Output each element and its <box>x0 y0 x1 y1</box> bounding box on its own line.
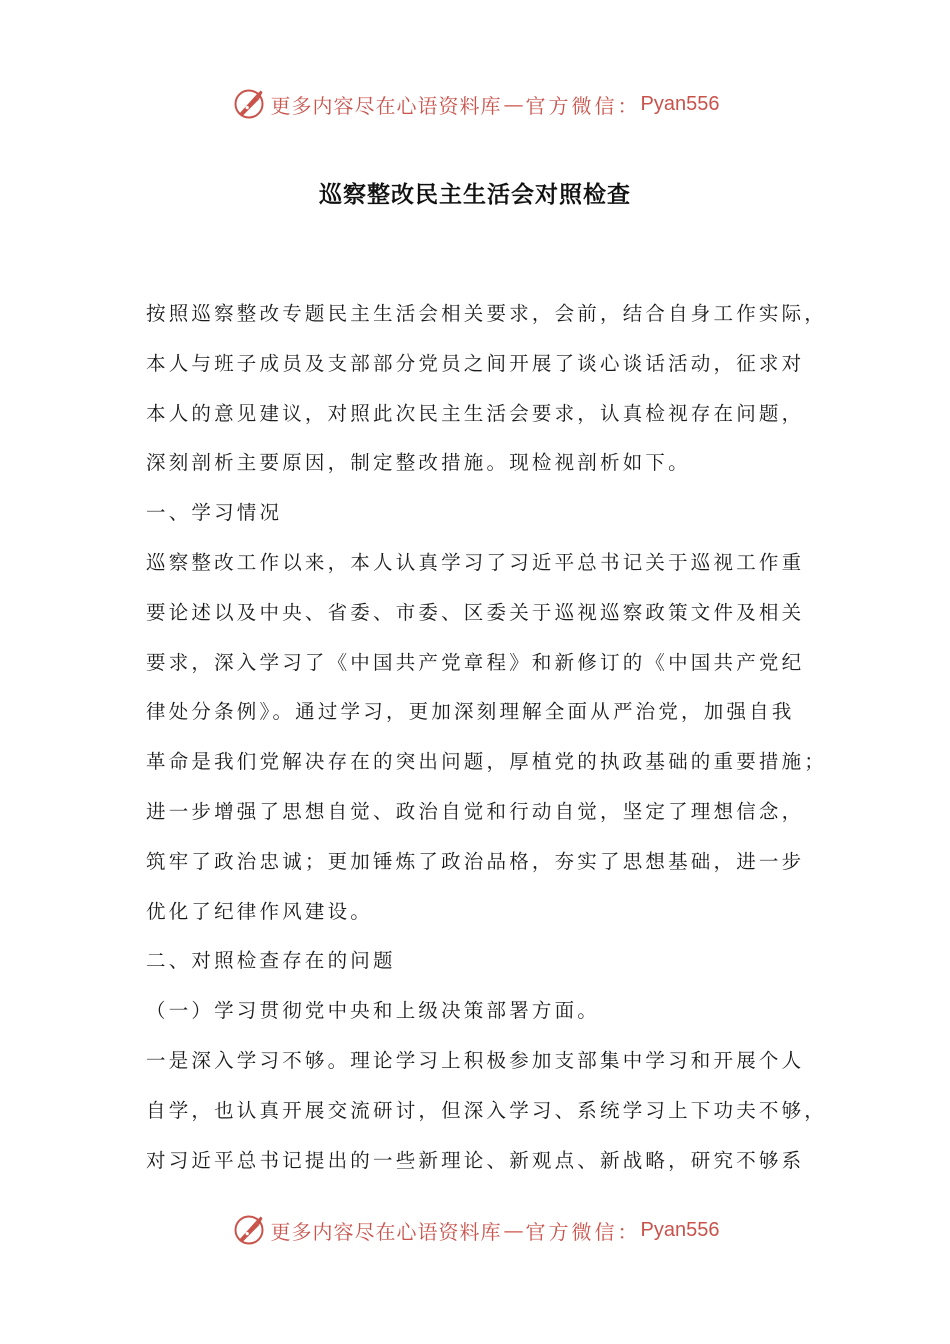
watermark-official-label: 官方微信： <box>525 1219 641 1244</box>
watermark-dash: — <box>503 1218 524 1242</box>
watermark-official-label: 官方微信： <box>525 93 641 118</box>
document-body <box>146 289 836 1185</box>
section-heading: 二、对照检查存在的问题 <box>146 949 396 973</box>
body-line: 革命是我们党解决存在的突出问题，厚植党的执政基础的重要措施； <box>146 750 828 774</box>
body-line: 一是深入学习不够。理论学习上积极参加支部集中学习和开展个人 <box>146 1048 805 1072</box>
body-line: 要论述以及中央、省委、市委、区委关于巡视巡察政策文件及相关 <box>146 600 805 624</box>
body-line: 进一步增强了思想自觉、政治自觉和行动自觉，坚定了理想信念， <box>146 799 805 823</box>
watermark-wechat-id: Pyan556 <box>640 92 720 115</box>
watermark-wechat-id: Pyan556 <box>640 1218 720 1241</box>
body-line: 本人的意见建议，对照此次民主生活会要求，认真检视存在问题， <box>146 401 805 425</box>
subsection-heading: （一）学习贯彻党中央和上级决策部署方面。 <box>146 999 601 1023</box>
watermark-dash: — <box>503 92 524 116</box>
pen-nib-logo-icon <box>231 86 267 122</box>
body-line: 筑牢了政治忠诚；更加锤炼了政治品格，夯实了思想基础，进一步 <box>146 849 805 873</box>
body-line: 自学，也认真开展交流研讨，但深入学习、系统学习上下功夫不够， <box>146 1098 828 1122</box>
section-heading: 一、学习情况 <box>146 501 283 525</box>
body-line: 按照巡察整改专题民主生活会相关要求，会前，结合自身工作实际， <box>146 302 828 325</box>
body-line: 本人与班子成员及支部部分党员之间开展了谈心谈话活动，征求对 <box>146 351 805 375</box>
pen-nib-logo-icon <box>231 1212 267 1248</box>
document-title: 巡察整改民主生活会对照检查 <box>319 182 631 208</box>
body-line: 要求，深入学习了《中国共产党章程》和新修订的《中国共产党纪 <box>146 650 805 674</box>
body-line: 优化了纪律作风建设。 <box>146 899 374 923</box>
body-line: 深刻剖析主要原因，制定整改措施。现检视剖析如下。 <box>146 451 691 475</box>
body-line: 巡察整改工作以来，本人认真学习了习近平总书记关于巡视工作重 <box>146 550 805 574</box>
watermark-text: 更多内容尽在心语资料库 <box>270 93 502 118</box>
body-line: 对习近平总书记提出的一些新理论、新观点、新战略，研究不够系 <box>146 1148 805 1172</box>
watermark-text: 更多内容尽在心语资料库 <box>270 1219 502 1244</box>
body-line: 律处分条例》。通过学习，更加深刻理解全面从严治党，加强自我 <box>146 700 795 724</box>
header-watermark <box>0 84 950 124</box>
footer-watermark <box>0 1210 950 1250</box>
